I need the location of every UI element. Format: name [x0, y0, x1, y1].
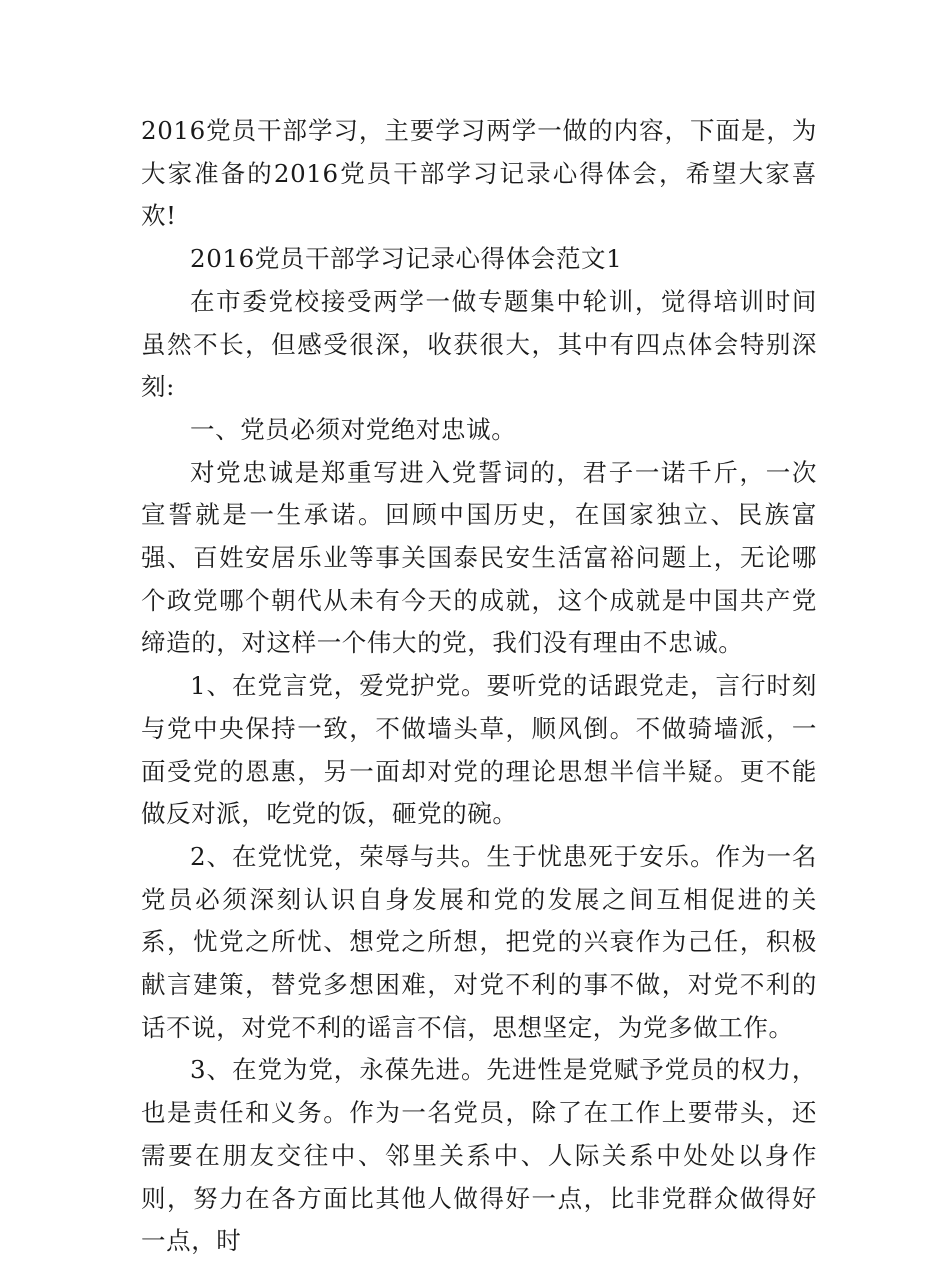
section-heading-essay-1: 2016党员干部学习记录心得体会范文1 — [190, 244, 623, 274]
body-paragraph: 在市委党校接受两学一做专题集中轮训，觉得培训时间虽然不长，但感受很深，收获很大，其中有四点体会特别深刻: — [141, 286, 817, 402]
list-item-3: 3、在党为党，永葆先进。先进性是党赋予党员的权力，也是责任和义务。作为一名党员，除了在工作上要带头，还需要在朋友交往中、邻里关系中、人际关系中处处以身作则，努力在各方面比其他人做得好一点，比非党群众做得好一点，时 — [141, 1055, 817, 1256]
document-body — [141, 110, 817, 1263]
intro-paragraph: 2016党员干部学习，主要学习两学一做的内容，下面是，为大家准备的2016党员干部学习记录心得体会，希望大家喜欢! — [141, 116, 817, 231]
list-item-2: 2、在党忧党，荣辱与共。生于忧患死于安乐。作为一名党员必须深刻认识自身发展和党的发展之间互相促进的关系，忧党之所忧、想党之所想，把党的兴衰作为己任，积极献言建策，替党多想困难，对党不利的事不做，对党不利的话不说，对党不利的谣言不信，思想坚定，为党多做工作。 — [141, 841, 817, 1042]
subheading-point-1: 一、党员必须对党绝对忠诚。 — [190, 414, 517, 444]
list-item-1: 1、在党言党，爱党护党。要听党的话跟党走，言行时刻与党中央保持一致，不做墙头草，顺风倒。不做骑墙派，一面受党的恩惠，另一面却对党的理论思想半信半疑。更不能做反对派，吃党的饭，砸党的碗。 — [141, 671, 817, 829]
body-paragraph: 对党忠诚是郑重写进入党誓词的，君子一诺千斤，一次宣誓就是一生承诺。回顾中国历史，在国家独立、民族富强、百姓安居乐业等事关国泰民安生活富裕问题上，无论哪个政党哪个朝代从未有今天的成就，这个成就是中国共产党缔造的，对这样一个伟大的党，我们没有理由不忠诚。 — [141, 457, 817, 658]
